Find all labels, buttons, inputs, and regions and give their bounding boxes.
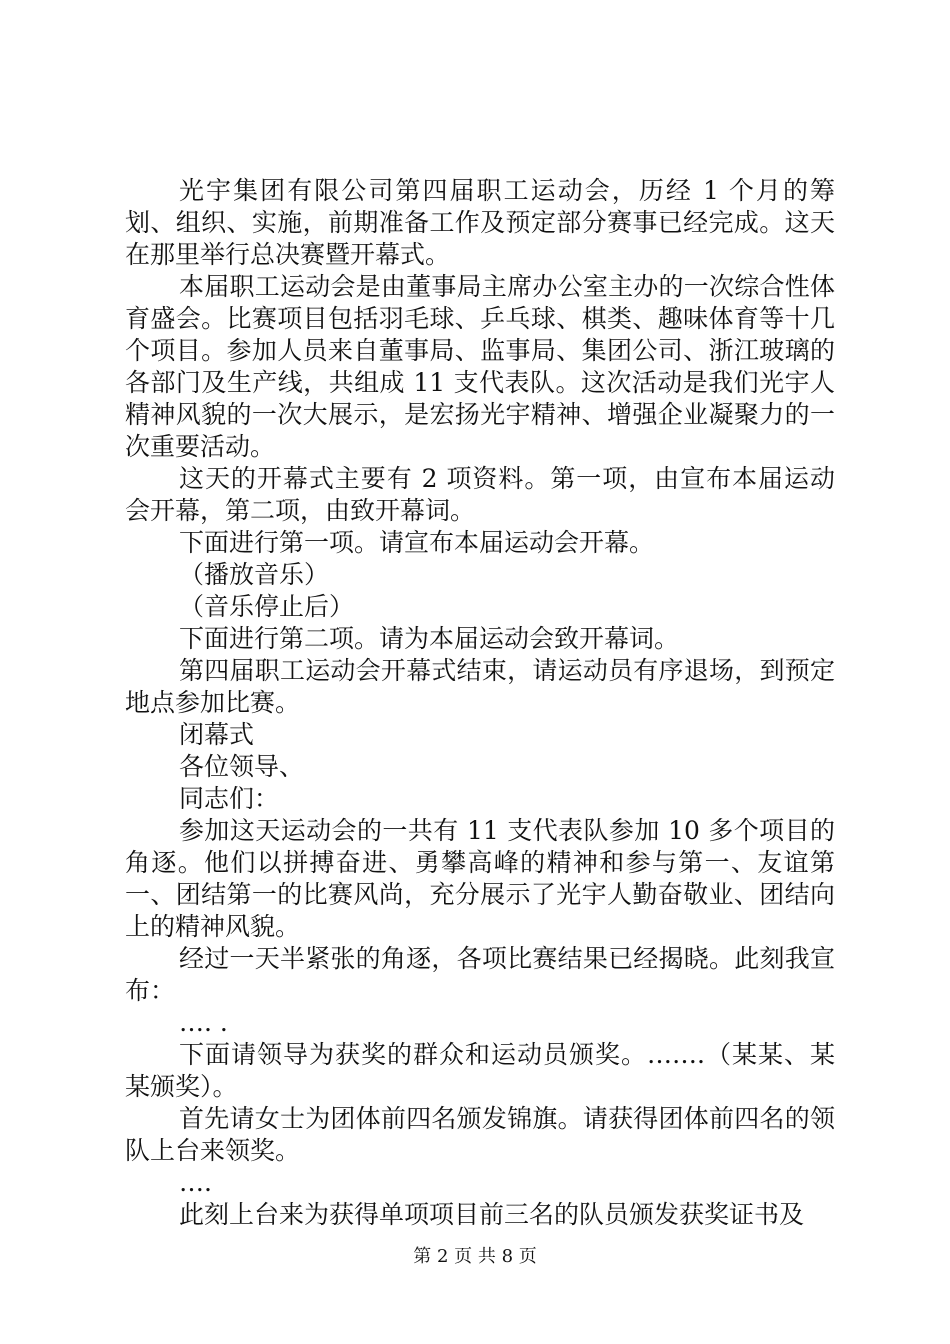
ellipsis-line: …. . (179, 1008, 228, 1037)
page-number-footer: 第 2 页 共 8 页 (413, 1246, 537, 1267)
paragraph: 首先请女士为团体前四名颁发锦旗。请获得团体前四名的领队上台来领奖。 (125, 1104, 835, 1165)
paragraph: （播放音乐） (179, 560, 330, 589)
salutation: 各位领导、 (179, 752, 305, 781)
salutation: 同志们： (179, 784, 280, 813)
paragraph: 第四届职工运动会开幕式结束，请运动员有序退场，到预定地点参加比赛。 (125, 656, 835, 717)
paragraph: 经过一天半紧张的角逐，各项比赛结果已经揭晓。此刻我宣布： (125, 944, 835, 1005)
paragraph: 下面进行第一项。请宣布本届运动会开幕。 (179, 528, 655, 557)
paragraph: 此刻上台来为获得单项项目前三名的队员颁发获奖证书及 (179, 1200, 805, 1229)
paragraph: 下面进行第二项。请为本届运动会致开幕词。 (179, 624, 680, 653)
paragraph: 光宇集团有限公司第四届职工运动会，历经 1 个月的筹划、组织、实施，前期准备工作及预定部分赛事已经完成。这天在那里举行总决赛暨开幕式。 (125, 176, 835, 269)
document-body (125, 175, 835, 1231)
paragraph: 这天的开幕式主要有 2 项资料。第一项，由宣布本届运动会开幕，第二项，由致开幕词。 (125, 464, 835, 525)
paragraph: 本届职工运动会是由董事局主席办公室主办的一次综合性体育盛会。比赛项目包括羽毛球、乒乓球、棋类、趣味体育等十几个项目。参加人员来自董事局、监事局、集团公司、浙江玻璃的各部门及生产线，共组成 11 支代表队。这次活动是我们光宇人精神风貌的一次大展示，是宏扬光宇精神、增强企业凝聚力的一次重要活动。 (125, 272, 835, 461)
paragraph: 参加这天运动会的一共有 11 支代表队参加 10 多个项目的角逐。他们以拼搏奋进、勇攀高峰的精神和参与第一、友谊第一、团结第一的比赛风尚，充分展示了光宇人勤奋敬业、团结向上的精神风貌。 (125, 816, 835, 941)
paragraph: （音乐停止后） (179, 592, 355, 621)
paragraph: 下面请领导为获奖的群众和运动员颁奖。…….（某某、某某颁奖）。 (125, 1040, 835, 1101)
ellipsis-line: …. (179, 1168, 212, 1197)
section-heading: 闭幕式 (179, 720, 255, 749)
